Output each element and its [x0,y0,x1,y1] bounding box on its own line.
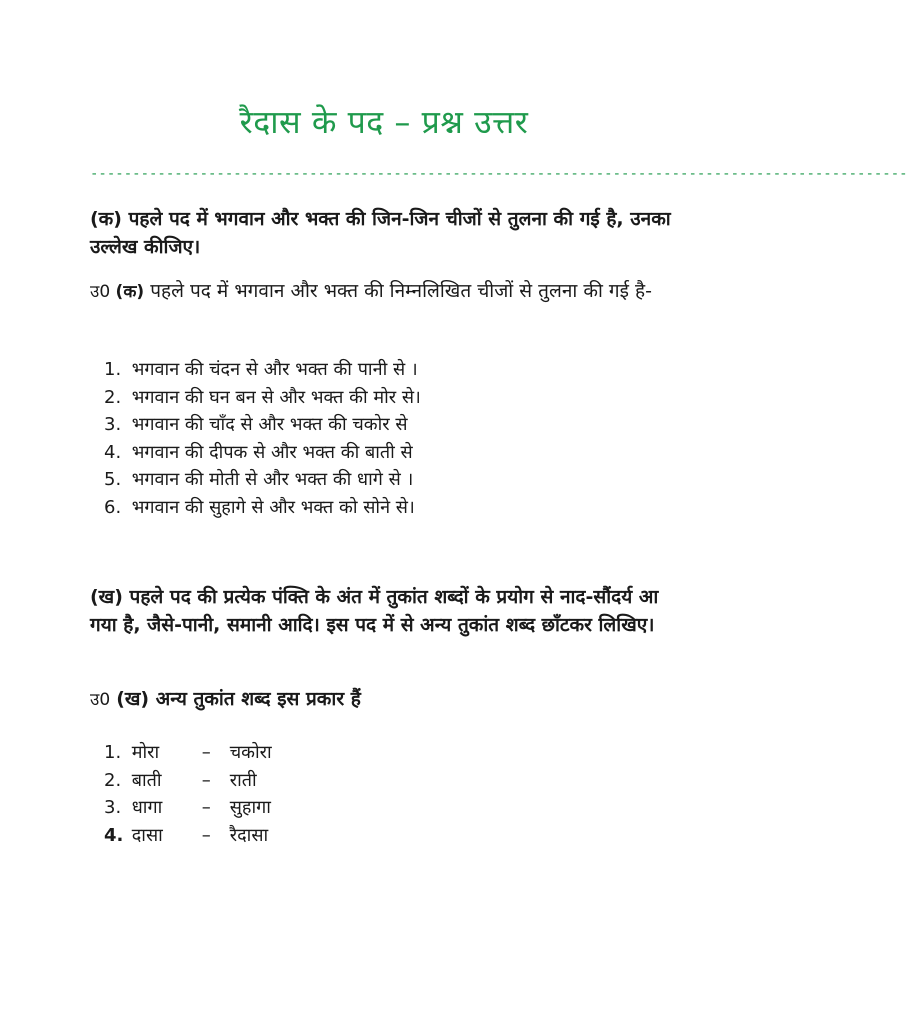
list-item: 5. भगवान की मोती से और भक्त की धागे से । [104,469,414,490]
list-item: 4. भगवान की दीपक से और भक्त की बाती से [104,441,413,463]
answer-prefix: उ0 [90,690,111,710]
list-item: 3. भगवान की चाँद से और भक्त की चकोर से [104,414,408,435]
answer-kha [90,685,690,714]
list-item: 3. धागा – सुहागा [104,797,271,818]
rhyme-word-list [104,739,272,849]
page-title: रैदास के पद – प्रश्न उत्तर [239,103,529,141]
list-item: 6. भगवान की सुहागे से और भक्त को सोने से। [104,496,415,518]
list-item: 1. मोरा – चकोरा [104,742,272,763]
question-ka: (क) पहले पद में भगवान और भक्त की जिन-जिन चीजों से तुलना की गई है, उनका उल्लेख कीजिए। [90,208,671,258]
comparison-list [104,356,421,521]
list-item: 1. भगवान की चंदन से और भक्त की पानी से । [104,359,418,380]
answer-prefix: उ0 (क) [90,282,145,302]
list-item: 2. भगवान की घन बन से और भक्त की मोर से। [104,386,421,408]
question-kha: (ख) पहले पद की प्रत्येक पंक्ति के अंत में तुकांत शब्दों के प्रयोग से नाद-सौंदर्य आ गया है, जैसे-पानी, समानी आदि। इस पद में से अन्य तुकांत शब्द छाँटकर लिखिए। [90,586,659,636]
dashed-divider: ------------------------------------------------------------------------------------------------- [90,166,908,182]
list-item: 2. बाती – राती [104,769,257,791]
answer-kha-text: (ख) अन्य तुकांत शब्द इस प्रकार हैं [116,688,361,710]
answer-ka-text: पहले पद में भगवान और भक्त की निम्नलिखित चीजों से तुलना की गई है- [150,280,652,302]
answer-ka [90,277,690,306]
list-item: 4. दासा – रैदासा [104,824,269,846]
